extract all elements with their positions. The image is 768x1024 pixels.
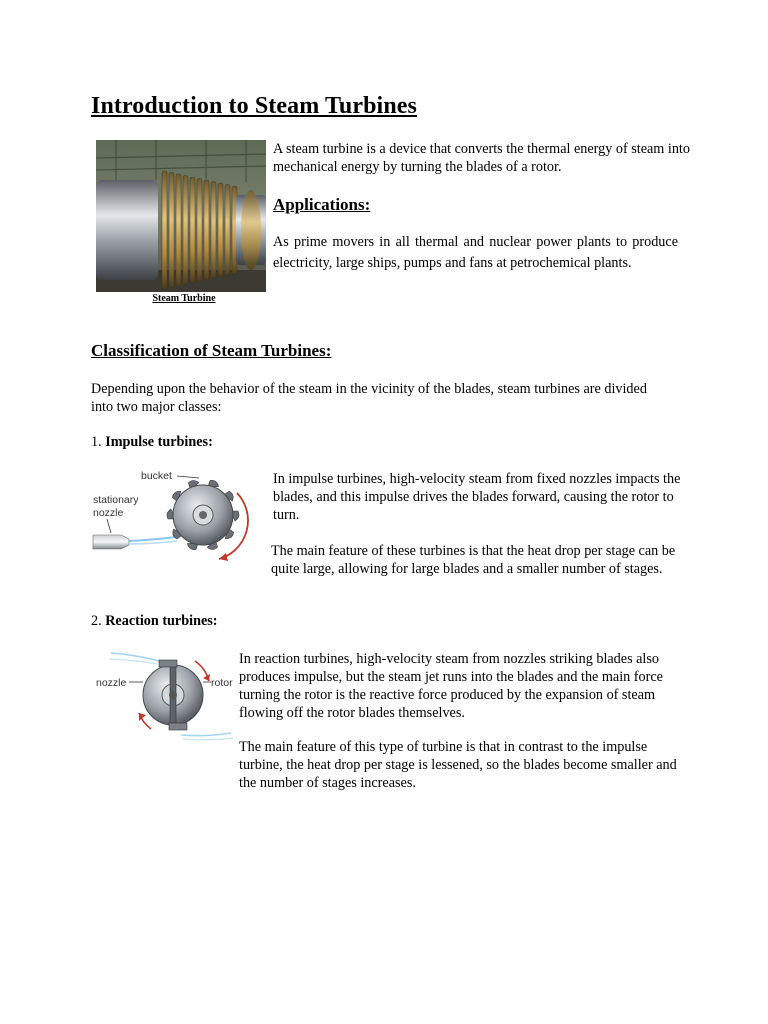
reaction-paragraph-2: The main feature of this type of turbine is that in contrast to the impulse turbine, the heat drop per stage is lessened, so the blades become smaller and the number of stages increases. — [239, 739, 677, 791]
impulse-paragraph-2: The main feature of these turbines is that the heat drop per stage can be quite large, allowing for large blades and a smaller number of stages. — [271, 543, 676, 577]
reaction-name: Reaction turbines: — [105, 613, 218, 629]
reaction-heading — [91, 613, 218, 630]
impulse-turbine-diagram — [91, 463, 251, 568]
intro-paragraph: A steam turbine is a device that converts the thermal energy of steam into mechanical energy by turning the blades of a rotor. — [273, 141, 690, 175]
reaction-nozzle-label: nozzle — [96, 677, 127, 689]
photo-caption: Steam Turbine — [152, 293, 216, 304]
page-title: Introduction to Steam Turbines — [91, 93, 417, 119]
reaction-turbine-diagram — [91, 645, 236, 745]
impulse-paragraph-1: In impulse turbines, high-velocity steam from fixed nozzles impacts the blades, and this impulse drives the blades forward, causing the rotor to turn. — [273, 471, 681, 523]
bucket-label: bucket — [141, 470, 172, 482]
classification-paragraph: Depending upon the behavior of the steam in the vicinity of the blades, steam turbines are divided into two major classes: — [91, 381, 647, 415]
steam-turbine-photo — [96, 140, 266, 292]
impulse-heading — [91, 434, 213, 451]
classification-heading: Classification of Steam Turbines: — [91, 341, 332, 360]
nozzle-label: nozzle — [93, 507, 124, 519]
stationary-label: stationary — [93, 494, 139, 506]
reaction-paragraph-1: In reaction turbines, high-velocity steam from nozzles striking blades also produces impulse, but the steam jet runs into the blades and the main force turning the rotor is the reactive force produced by the expansion of steam flowing off the rotor blades themselves. — [239, 651, 663, 721]
impulse-name: Impulse turbines: — [105, 434, 213, 450]
impulse-number: 1. — [91, 434, 102, 450]
reaction-rotor-label: rotor — [211, 677, 233, 689]
reaction-number: 2. — [91, 613, 102, 629]
applications-heading: Applications: — [273, 195, 371, 214]
applications-paragraph: As prime movers in all thermal and nuclear power plants to produce electricity, large ships, pumps and fans at petrochemical plants. — [273, 234, 678, 271]
